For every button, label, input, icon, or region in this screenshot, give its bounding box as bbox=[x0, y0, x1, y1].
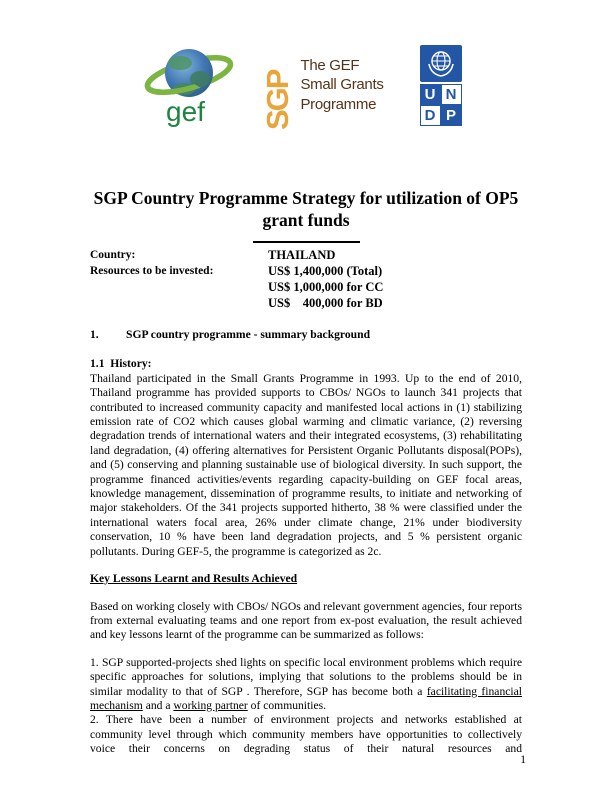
resources-bd: US$ 400,000 for BD bbox=[268, 296, 383, 310]
resources-cc: US$ 1,000,000 for CC bbox=[268, 280, 384, 294]
country-value: THAILAND bbox=[268, 248, 336, 262]
lessons-item-1-after: of communities. bbox=[247, 698, 327, 712]
lessons-heading: Key Lessons Learnt and Results Achieved bbox=[90, 572, 298, 586]
resources-total: US$ 1,400,000 (Total) bbox=[268, 264, 383, 278]
sgp-logo bbox=[262, 40, 383, 130]
sgp-logo-line2: Small Grants bbox=[300, 76, 384, 94]
resources-row bbox=[90, 263, 522, 311]
title-divider bbox=[253, 241, 360, 243]
resources-values bbox=[268, 263, 383, 311]
undp-letter-d: D bbox=[420, 105, 441, 126]
lessons-intro-paragraph: Based on working closely with CBOs/ NGOs and relevant government agencies, four reports from external evaluating teams and one report from ex-post evaluation, the result achieved and key lessons learnt of the programme can be summarized as follows: bbox=[90, 599, 522, 642]
lessons-item-1 bbox=[90, 656, 522, 714]
history-heading: 1.1 History: bbox=[90, 357, 152, 371]
info-block bbox=[0, 247, 612, 311]
section-1-number: 1. bbox=[90, 328, 99, 341]
lessons-item-1-middle: and a bbox=[142, 698, 174, 712]
resources-label: Resources to be invested: bbox=[90, 265, 214, 277]
page-title: SGP Country Programme Strategy for utilization of OP5 grant funds bbox=[93, 188, 519, 230]
un-emblem-icon bbox=[420, 45, 462, 82]
sgp-logo-line1: The GEF bbox=[300, 56, 360, 74]
gef-logo bbox=[142, 41, 234, 129]
page-number: 1 bbox=[520, 754, 526, 766]
sgp-logo-line3: Programme bbox=[300, 95, 377, 113]
undp-letter-p: P bbox=[441, 105, 462, 126]
section-1-heading bbox=[90, 328, 522, 342]
lessons-item-1-underline-1: facilitating financial mechanism bbox=[90, 684, 522, 712]
gef-wordmark: gef bbox=[166, 96, 206, 127]
lessons-item-2: 2. There have been a number of environment projects and networks established at community level through which community members have opportunities to collectively voice their concerns on degrading status of their natural resources and bbox=[90, 713, 522, 756]
undp-logo bbox=[412, 45, 470, 126]
country-label: Country: bbox=[90, 249, 136, 261]
section-1-heading-text: SGP country programme - summary background bbox=[126, 328, 371, 341]
history-paragraph: Thailand participated in the Small Grants Programme in 1993. Up to the end of 2010, Thailand programme has provided supports to CBOs/ NGOs to launch 341 projects that contributed to increased community capacity and manifested local actions in (1) stabilizing emission rate of CO2 which causes global warming and climatic variance, (2) reversing degradation trends of international waters and their integrated ecosystems, (3) rehabilitating land degradation, (4) offering alternatives for Persistent Organic Pollutants disposal(POPs), and (5) conserving and planning sustainable use of biological diversity. In such support, the programme financed activities/events regarding capacity-building on GEF focal areas, knowledge management, dissemination of programme results, to initiate and networking of major stakeholders. Of the 341 projects supported hitherto, 38 % were classified under the international waters focal area, 26% under climate change, 21% under biodiversity conservation, 10 % have been land degradation projects, and 5 % persistent organic pollutants. During GEF-5, the programme is categorized as 2c. bbox=[90, 371, 522, 558]
document-body bbox=[0, 328, 612, 757]
lessons-item-1-text: 1. SGP supported-projects shed lights on specific local environment problems which require specific approaches for solutions, implying that solutions to the problems should be in similar modality to that of SGP . Therefore, SGP has become both a bbox=[90, 655, 522, 698]
undp-letter-n: N bbox=[441, 84, 462, 105]
gef-globe-icon bbox=[142, 41, 234, 129]
undp-letter-u: U bbox=[420, 84, 441, 105]
undp-letters bbox=[420, 84, 462, 126]
country-row bbox=[90, 247, 522, 263]
sgp-logo-text bbox=[300, 56, 383, 115]
sgp-acronym: SGP bbox=[260, 70, 296, 130]
logo-row bbox=[0, 0, 612, 130]
lessons-item-1-underline-2: working partner bbox=[173, 698, 248, 712]
